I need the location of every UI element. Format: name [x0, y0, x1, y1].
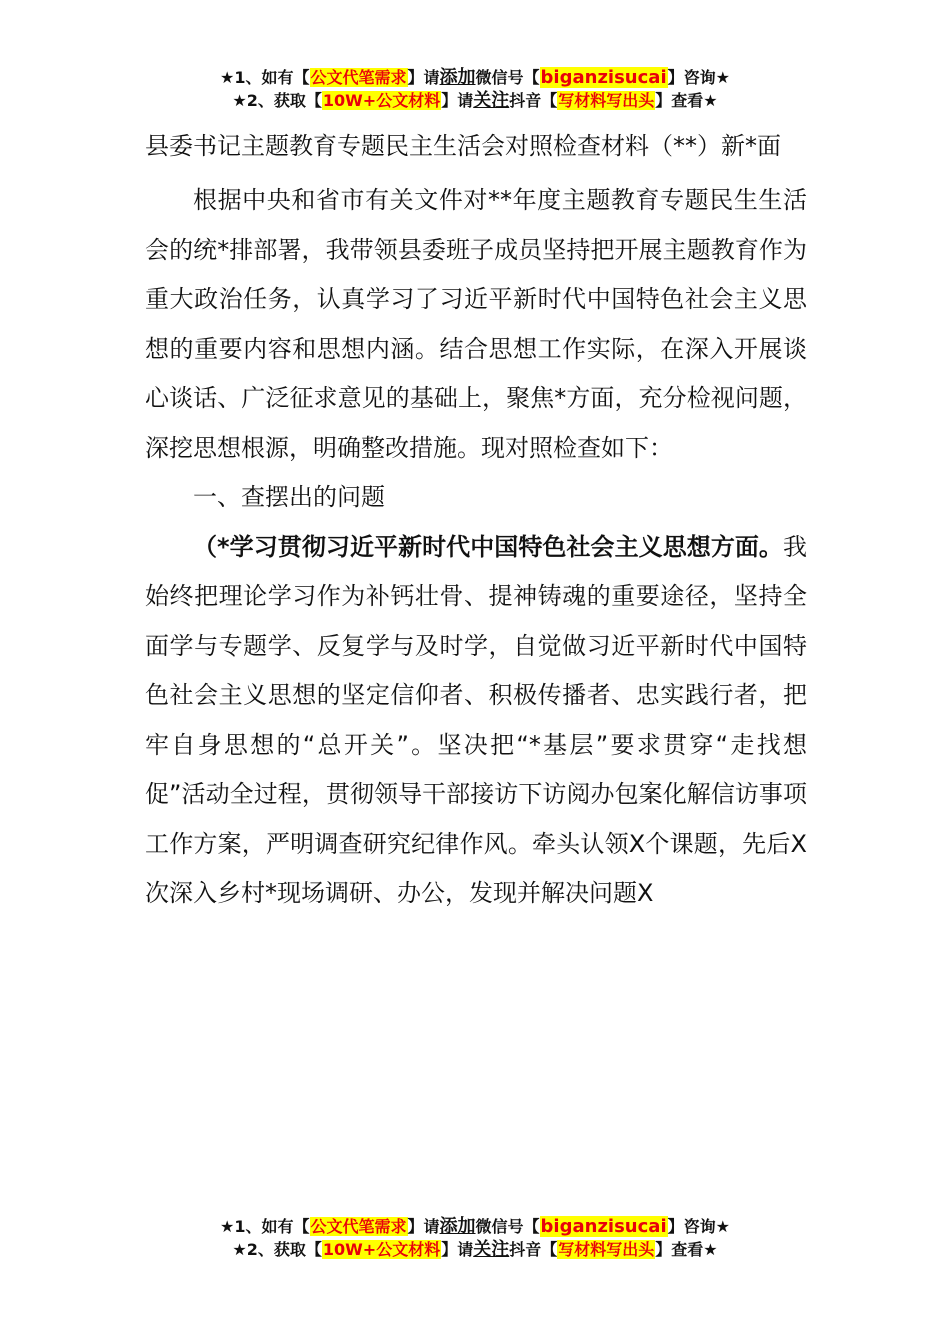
banner-text: 微信号【 — [475, 1217, 540, 1236]
banner-text: 】咨询★ — [667, 68, 730, 87]
banner-underlined: 添加 — [439, 67, 476, 88]
banner-highlight: 写材料写出头 — [558, 1240, 655, 1259]
banner-highlight: biganzisucai — [540, 67, 667, 88]
subsection-heading: （*学习贯彻习近平新时代中国特色社会主义思想方面。 — [193, 532, 783, 561]
banner-text: 】请 — [407, 1217, 440, 1236]
banner-underlined: 添加 — [439, 1216, 476, 1237]
top-banner — [0, 66, 950, 112]
banner-text: ★2、获取【 — [232, 1240, 322, 1259]
banner-highlight: 公文代笔需求 — [310, 68, 407, 87]
document-body — [145, 122, 807, 919]
banner-line-2 — [0, 89, 950, 112]
banner-text: 】请 — [441, 91, 474, 110]
banner-underlined: 关注 — [473, 1239, 510, 1260]
banner-text: 】请 — [407, 68, 440, 87]
banner-text: ★1、如有【 — [220, 68, 310, 87]
subsection-paragraph — [145, 523, 807, 919]
banner-text: 抖音【 — [509, 1240, 558, 1259]
bottom-banner — [0, 1215, 950, 1261]
banner-line-1 — [0, 66, 950, 89]
banner-highlight: biganzisucai — [540, 1216, 667, 1237]
banner-text: ★1、如有【 — [220, 1217, 310, 1236]
banner-underlined: 关注 — [473, 90, 510, 111]
banner-text: 抖音【 — [509, 91, 558, 110]
banner-text: 】请 — [441, 1240, 474, 1259]
banner-text: 】查看★ — [655, 91, 718, 110]
banner-line-2 — [0, 1238, 950, 1261]
section-heading: 一、查摆出的问题 — [193, 483, 385, 511]
banner-text: ★2、获取【 — [232, 91, 322, 110]
banner-line-1 — [0, 1215, 950, 1238]
subsection-text: 我始终把理论学习作为补钙壮骨、提神铸魂的重要途径，坚持全面学与专题学、反复学与及时学，自觉做习近平新时代中国特色社会主义思想的坚定信仰者、积极传播者、忠实践行者，把牢自身思想的“总开关”。坚决把“*基层”要求贯穿“走找想促”活动全过程，贯彻领导干部接访下访阅办包案化解信访事项工作方案，严明调查研究纪律作风。牵头认领X个课题，先后X次深入乡村*现场调研、办公，发现并解决问题X — [145, 532, 807, 907]
banner-highlight: 公文代笔需求 — [310, 1217, 407, 1236]
banner-text: 微信号【 — [475, 68, 540, 87]
banner-highlight: 10W+公文材料 — [322, 1240, 441, 1259]
banner-text: 】咨询★ — [667, 1217, 730, 1236]
document-title: 县委书记主题教育专题民主生活会对照检查材料（**）新*面 — [145, 132, 781, 160]
banner-text: 】查看★ — [655, 1240, 718, 1259]
intro-paragraph: 根据中央和省市有关文件对**年度主题教育专题民生生活会的统*排部署，我带领县委班子成员坚持把开展主题教育作为重大政治任务，认真学习了习近平新时代中国特色社会主义思想的重要内容和思想内涵。结合思想工作实际，在深入开展谈心谈话、广泛征求意见的基础上，聚焦*方面，充分检视问题，深挖思想根源，明确整改措施。现对照检查如下： — [145, 186, 807, 462]
banner-highlight: 写材料写出头 — [558, 91, 655, 110]
banner-highlight: 10W+公文材料 — [322, 91, 441, 110]
